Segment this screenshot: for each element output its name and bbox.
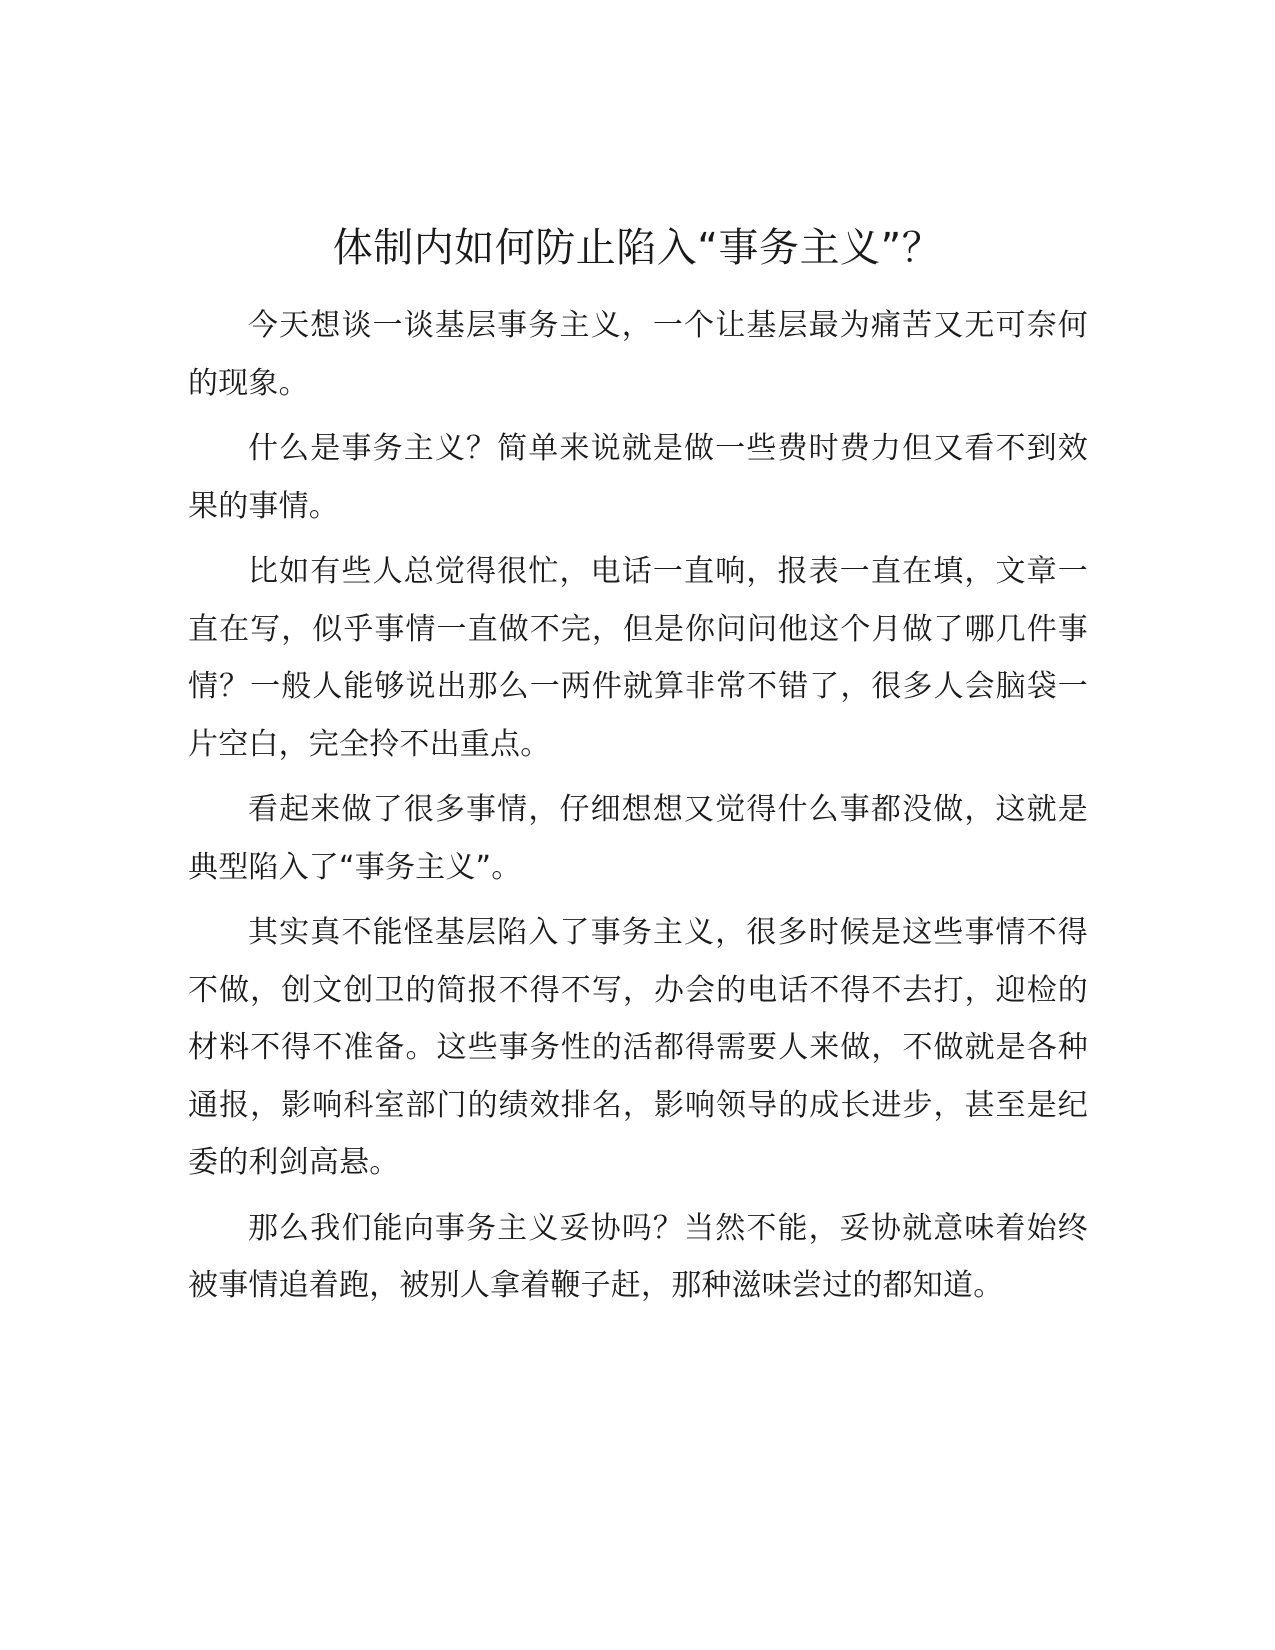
paragraph: 看起来做了很多事情，仔细想想又觉得什么事都没做，这就是典型陷入了“事务主义”。 xyxy=(188,792,1088,885)
document-body xyxy=(188,297,1088,1323)
paragraph: 其实真不能怪基层陷入了事务主义，很多时候是这些事情不得不做，创文创卫的简报不得不写，办会的电话不得不去打，迎检的材料不得不准备。这些事务性的活都得需要人来做，不做就是各种通报，影响科室部门的绩效排名，影响领导的成长进步，甚至是纪委的利剑高悬。 xyxy=(188,915,1088,1180)
paragraph: 什么是事务主义？简单来说就是做一些费时费力但又看不到效果的事情。 xyxy=(188,431,1088,524)
paragraph: 比如有些人总觉得很忙，电话一直响，报表一直在填，文章一直在写，似乎事情一直做不完，但是你问问他这个月做了哪几件事情？一般人能够说出那么一两件就算非常不错了，很多人会脑袋一片空白，完全拎不出重点。 xyxy=(188,554,1088,762)
paragraph: 那么我们能向事务主义妥协吗？当然不能，妥协就意味着始终被事情追着跑，被别人拿着鞭子赶，那种滋味尝过的都知道。 xyxy=(188,1210,1088,1303)
document-title: 体制内如何防止陷入“事务主义”？ xyxy=(332,225,943,271)
paragraph: 今天想谈一谈基层事务主义，一个让基层最为痛苦又无可奈何的现象。 xyxy=(188,308,1088,401)
